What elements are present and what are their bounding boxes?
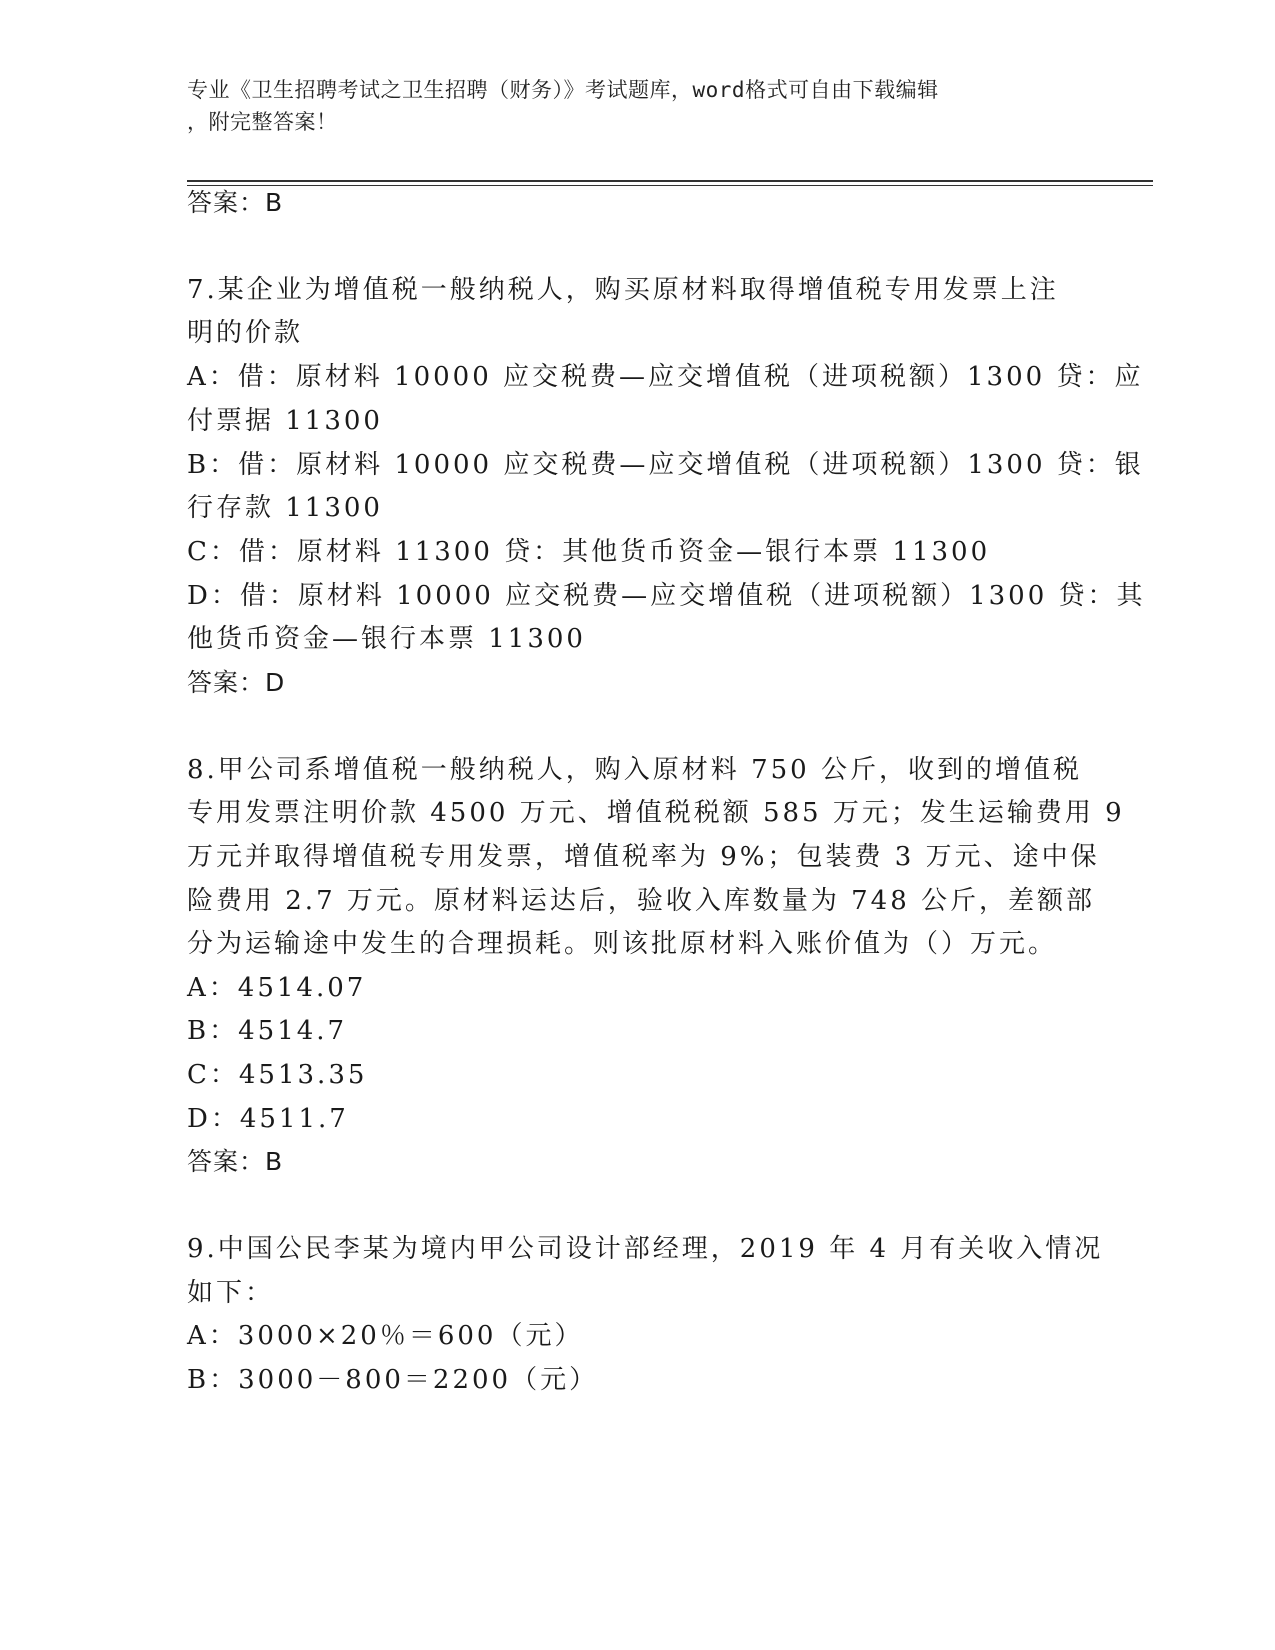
q7-option-b-line-1: B：借：原材料 10000 应交税费—应交增值税（进项税额）1300 贷：银 [187, 450, 1144, 480]
header-rule-thin [187, 185, 1153, 186]
q7-stem-line-2: 明的价款 [187, 318, 304, 348]
q8-stem-line-3: 万元并取得增值税专用发票，增值税率为 9%；包装费 3 万元、途中保 [187, 842, 1100, 872]
q8-stem-line-1: 8.甲公司系增值税一般纳税人，购入原材料 750 公斤，收到的增值税 [187, 755, 1082, 785]
q9-stem-line-2: 如下： [187, 1278, 275, 1308]
q8-option-b: B：4514.7 [187, 1016, 348, 1046]
q7-option-a-line-2: 付票据 11300 [187, 406, 383, 436]
answer-q8: 答案：B [187, 1147, 284, 1176]
document-header [187, 74, 1087, 138]
q7-stem-line-1: 7.某企业为增值税一般纳税人，购买原材料取得增值税专用发票上注 [187, 275, 1059, 305]
header-rule-thick [187, 180, 1153, 182]
q7-option-c: C：借：原材料 11300 贷：其他货币资金—银行本票 11300 [187, 537, 991, 567]
answer-q6: 答案：B [187, 188, 284, 217]
header-line-2: ，附完整答案！ [187, 110, 338, 134]
q8-stem-line-4: 险费用 2.7 万元。原材料运达后，验收入库数量为 748 公斤，差额部 [187, 886, 1096, 916]
q7-option-b-line-2: 行存款 11300 [187, 493, 383, 523]
q8-option-c: C：4513.35 [187, 1060, 368, 1090]
q9-option-b: B：3000－800＝2200（元） [187, 1365, 599, 1395]
q8-option-a: A：4514.07 [187, 973, 367, 1003]
q8-option-d: D：4511.7 [187, 1104, 349, 1134]
q8-stem-line-2: 专用发票注明价款 4500 万元、增值税税额 585 万元；发生运输费用 9 [187, 798, 1125, 828]
q7-option-a-line-1: A：借：原材料 10000 应交税费—应交增值税（进项税额）1300 贷：应 [187, 362, 1144, 392]
q8-stem-line-5: 分为运输途中发生的合理损耗。则该批原材料入账价值为（）万元。 [187, 929, 1058, 959]
q9-option-a: A：3000×20％＝600（元） [187, 1321, 584, 1351]
q7-option-d-line-1: D：借：原材料 10000 应交税费—应交增值税（进项税额）1300 贷：其 [187, 581, 1146, 611]
q7-option-d-line-2: 他货币资金—银行本票 11300 [187, 624, 586, 654]
answer-q7: 答案：D [187, 668, 286, 697]
header-line-1: 专业《卫生招聘考试之卫生招聘（财务）》考试题库，word格式可自由下载编辑 [187, 78, 939, 102]
q9-stem-line-1: 9.中国公民李某为境内甲公司设计部经理，2019 年 4 月有关收入情况 [187, 1234, 1104, 1264]
